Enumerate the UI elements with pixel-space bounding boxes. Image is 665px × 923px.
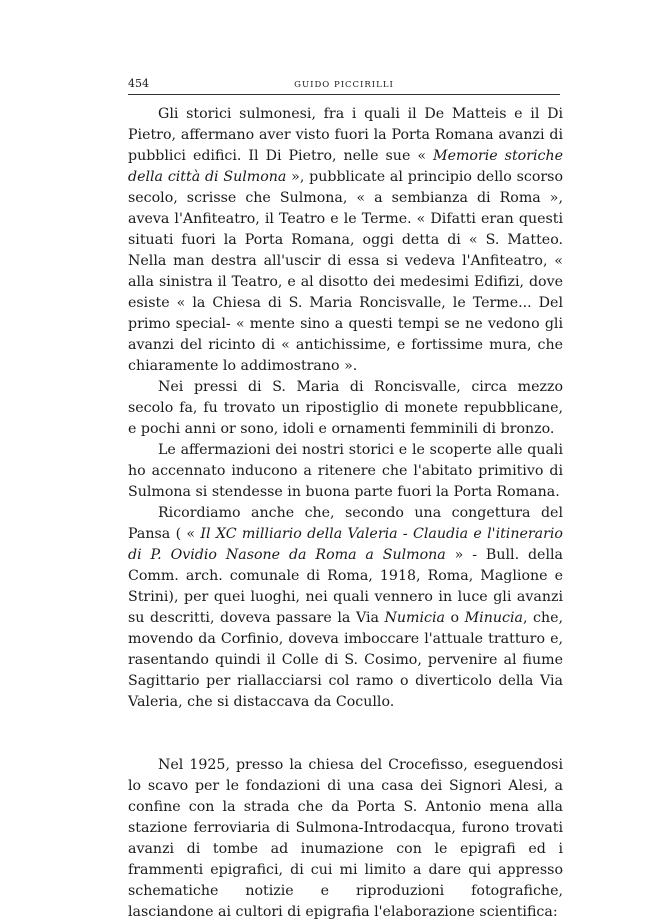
body-text <box>128 104 563 923</box>
text-run: , che, movendo da Corfinio, doveva imboccare l'attuale tratturo e, rasentando quindi il Colle di S. Cosimo, pervenire al fiume Sagittario per riallacciarsi col ramo o diverticolo della Via Valeria, che si distaccava da Cocullo. <box>128 610 563 710</box>
running-head <box>128 76 560 92</box>
header-rule <box>128 94 560 95</box>
paragraph <box>128 104 563 377</box>
text-run: Gli storici sulmonesi, fra i quali il De Matteis e il Di Pietro, affermano aver visto fuori la Porta Romana avanzi di pubblici edifici. Il Di Pietro, nelle sue « <box>128 106 563 164</box>
italic-text: Numicia <box>384 610 445 626</box>
italic-text: Minucia <box>464 610 523 626</box>
paragraph <box>128 377 563 440</box>
paragraph <box>128 755 563 923</box>
italic-text: Il XC milliario della Valeria - Claudia e l'itinerario di P. Ovidio Nasone da Roma a Sulmona <box>128 526 563 563</box>
paragraph <box>128 440 563 503</box>
text-run: Ricordiamo anche che, secondo una congettura del Pansa ( « <box>128 505 563 542</box>
running-head-author: GUIDO PICCIRILLI <box>294 80 394 90</box>
text-run: » - Bull. della Comm. arch. comunale di Roma, 1918, Roma, Maglione e Strini), per quei luoghi, nei quali vennero in luce gli avanzi su descritti, doveva passare la Via <box>128 547 563 626</box>
section-gap <box>128 713 563 755</box>
paragraph <box>128 503 563 713</box>
page-number: 454 <box>128 77 149 90</box>
text-run: o <box>444 610 465 626</box>
italic-text: Memorie storiche della città di Sulmona <box>128 148 564 185</box>
text-run: Nel 1925, presso la chiesa del Crocefisso, eseguendosi lo scavo per le fondazioni di una casa dei Signori Alesi, a confine con la strada che da Porta S. Antonio mena alla stazione ferroviaria di Sulmona-Introdacqua, furono trovati avanzi di tombe ad inumazione con le epigrafi ed i frammenti epigrafici, di cui mi limito a dare qui appresso schematiche notizie e riproduzioni fotografiche, lasciandone ai cultori di epigrafia l'elaborazione scientifica: <box>128 757 563 920</box>
text-run: Nei pressi di S. Maria di Roncisvalle, circa mezzo secolo fa, fu trovato un ripostiglio di monete repubblicane, e pochi anni or sono, idoli e ornamenti femminili di bronzo. <box>128 379 563 437</box>
text-run: Le affermazioni dei nostri storici e le scoperte alle quali ho accennato inducono a ritenere che l'abitato primitivo di Sulmona si stendesse in buona parte fuori la Porta Romana. <box>128 442 563 500</box>
text-run: », pubblicate al principio dello scorso secolo, scrisse che Sulmona, « a sembianza di Roma », aveva l'Anfiteatro, il Teatro e le Terme. « Difatti eran questi situati fuori la Porta Romana, oggi detta di « S. Matteo. Nella man destra all'uscir di essa si vedeva l'Anfiteatro, « alla sinistra il Teatro, e al disotto dei medesimi Edifizi, dove esiste « la Chiesa di S. Maria Roncisvalle, le Terme... Del primo special- « mente sino a questi tempi se ne vedono gli avanzi del ricinto di « antichissime, e fortissime mura, che chiaramente lo addimostrano ». <box>128 169 563 374</box>
